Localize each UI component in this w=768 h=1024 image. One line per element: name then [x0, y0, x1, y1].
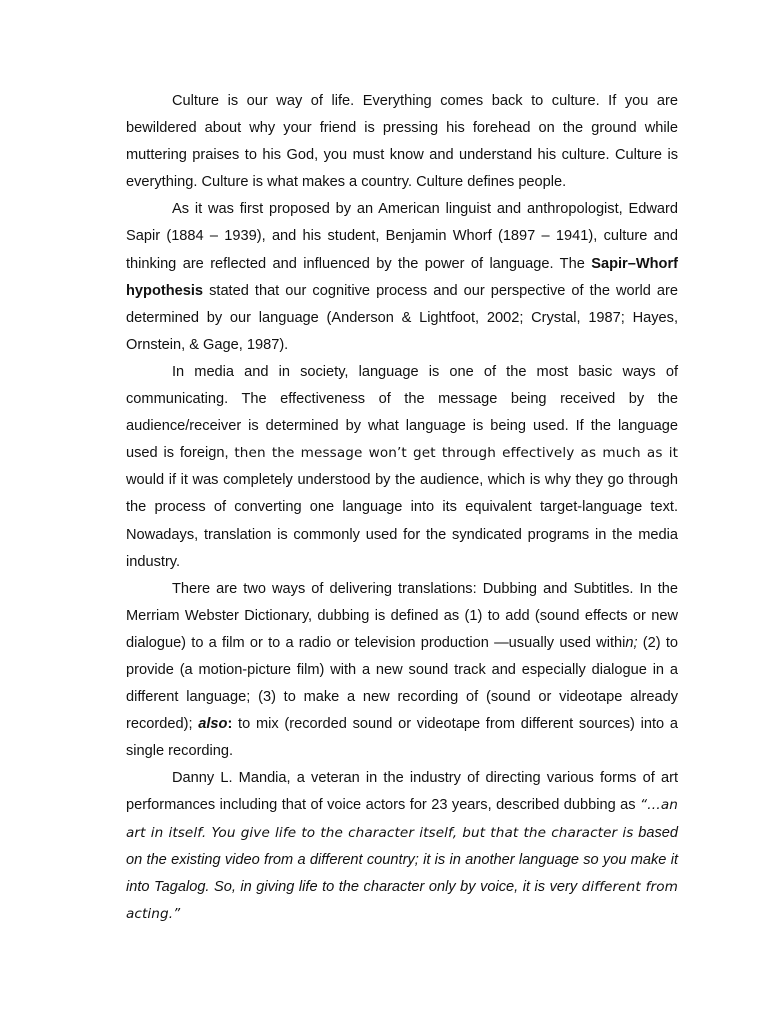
- paragraph-media-language: [126, 359, 678, 576]
- paragraph-text: As it was first proposed by an American linguist and anthropologist, Edward Sapir (1884 – 1939), and his student, Benjamin Whorf (1897 – 1941), culture and thinking are reflected and influenced by the power of language. The: [126, 201, 678, 272]
- paragraph-text: There are two ways of delivering translations: Dubbing and Subtitles. In the Merriam Webster Dictionary, dubbing is defined as (1) to add (sound effects or new dialogue) to a film or to a radio or television production —usually used withi: [126, 580, 678, 651]
- quote-text-alt-font: “…an art in itself. You give life to the character itself, but that the character is: [126, 797, 678, 841]
- paragraph-text: (2) to provide (a motion-picture film) with a new sound track and especially dialogue in a different language; (3) to make a new recording of (sound or videotape already recorded);: [126, 634, 679, 733]
- paragraph-text: In media and in society, language is one of the most basic ways of communicating. The effectiveness of the message being received by the audience/receiver is determined by what language is being used. If the language used is foreign,: [126, 363, 678, 462]
- paragraph-text: to mix (recorded sound or videotape from different sources) into a single recording.: [126, 716, 678, 760]
- paragraph-text: Danny L. Mandia, a veteran in the industry of directing various forms of art performances including that of voice actors for 23 years, described dubbing as: [126, 770, 678, 814]
- bold-term-sapir-whorf: Sapir–Whorf hypothesis: [126, 255, 678, 299]
- document-page: [126, 88, 678, 928]
- paragraph-dubbing-definition: [126, 576, 678, 766]
- paragraph-culture: [126, 88, 678, 196]
- paragraph-text: would if it was completely understood by the audience, which is why they go through the process of converting one language into its equivalent target-language text. Nowadays, translation is commonly used for the syndicated programs in the media industry.: [126, 472, 678, 570]
- italic-text: n;: [625, 634, 638, 651]
- quote-text: based on the existing video from a different country; it is in another language so you make it into Tagalog. So, in giving life to the character only by voice, it is very: [126, 824, 678, 895]
- paragraph-text: Culture is our way of life. Everything comes back to culture. If you are bewildered about why your friend is pressing his forehead on the ground while muttering praises to his God, you must know and understand his culture. Culture is everything. Culture is what makes a country. Culture defines people.: [126, 93, 678, 191]
- paragraph-text-alt-font: then the message won’t get through effectively as much as it: [234, 445, 678, 462]
- bold-colon: :: [227, 716, 233, 733]
- italic-term-also: also: [198, 716, 228, 733]
- quote-text-alt-font: different from acting.”: [126, 878, 678, 922]
- paragraph-sapir-whorf: [126, 196, 678, 359]
- paragraph-mandia-quote: [126, 765, 678, 928]
- paragraph-text: stated that our cognitive process and our perspective of the world are determined by our language (Anderson & Lightfoot, 2002; Crystal, 1987; Hayes, Ornstein, & Gage, 1987).: [126, 282, 678, 353]
